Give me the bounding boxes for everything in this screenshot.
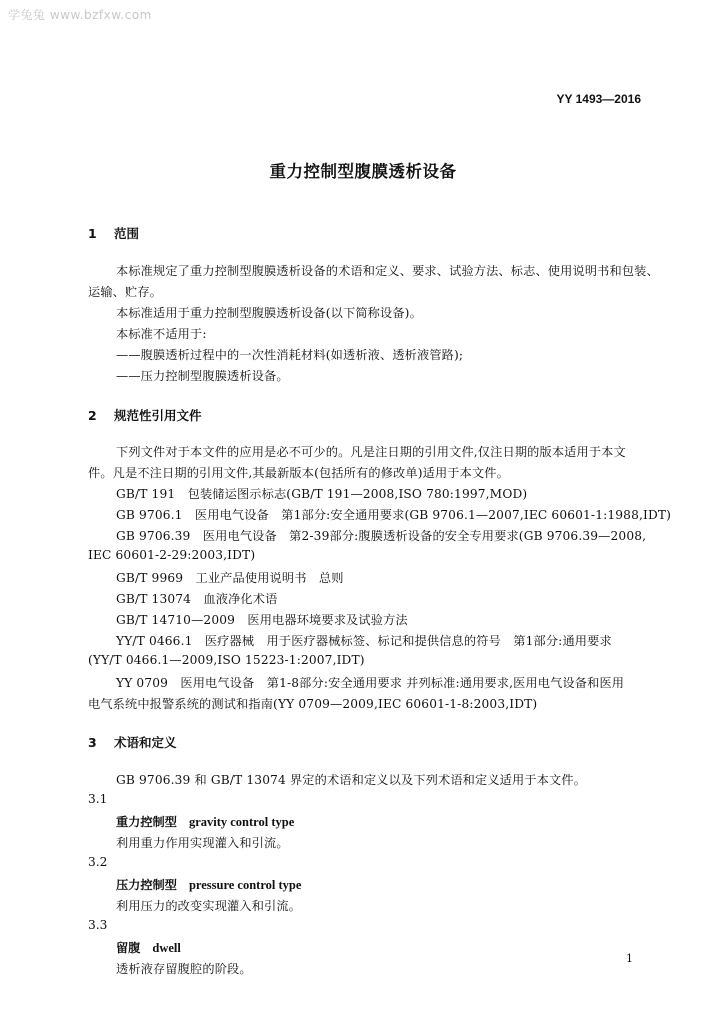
paragraph-line: 件。凡是不注日期的引用文件,其最新版本(包括所有的修改单)适用于本文件。: [88, 466, 509, 480]
page-number: 1: [626, 952, 633, 965]
section-title: 范围: [114, 226, 140, 241]
term-number: 3.1: [88, 792, 108, 806]
term-number: 3.2: [88, 855, 108, 869]
list-item: ——压力控制型腹膜透析设备。: [116, 369, 289, 383]
paragraph-line: GB 9706.39 和 GB/T 13074 界定的术语和定义以及下列术语和定义适用于本文件。: [116, 773, 587, 787]
paragraph-line: 本标准规定了重力控制型腹膜透析设备的术语和定义、要求、试验方法、标志、使用说明书和包装、: [116, 264, 659, 278]
term-definition: 利用重力作用实现灌入和引流。: [116, 836, 289, 850]
term-heading: [116, 939, 181, 956]
section-3-heading: [88, 733, 177, 751]
reference-item-cont: IEC 60601-2-29:2003,IDT): [88, 548, 256, 562]
watermark: 学兔兔 www.bzfxw.com: [8, 8, 152, 22]
term-en: dwell: [152, 941, 181, 955]
term-definition: 透析液存留腹腔的阶段。: [116, 962, 252, 976]
section-title: 规范性引用文件: [114, 408, 202, 423]
list-item: ——腹膜透析过程中的一次性消耗材料(如透析液、透析液管路);: [116, 348, 464, 362]
reference-item: GB/T 191 包装储运图示标志(GB/T 191—2008,ISO 780:1997,MOD): [116, 487, 528, 501]
reference-item: YY 0709 医用电气设备 第1-8部分:安全通用要求 并列标准:通用要求,医用电气设备和医用: [116, 676, 625, 690]
term-cn: 压力控制型: [116, 878, 177, 892]
paragraph-line: 本标准适用于重力控制型腹膜透析设备(以下简称设备)。: [116, 306, 422, 320]
reference-item: YY/T 0466.1 医疗器械 用于医疗器械标签、标记和提供信息的符号 第1部分:通用要求: [116, 634, 612, 648]
term-cn: 留腹: [116, 941, 141, 955]
section-1-heading: [88, 224, 139, 242]
section-number: 3: [88, 735, 97, 750]
section-2-heading: [88, 406, 202, 424]
paragraph-line: 运输、贮存。: [88, 285, 163, 299]
document-title: 重力控制型腹膜透析设备: [269, 162, 457, 181]
reference-item: GB 9706.1 医用电气设备 第1部分:安全通用要求(GB 9706.1—2007,IEC 60601-1:1988,IDT): [116, 508, 672, 522]
term-en: gravity control type: [188, 815, 295, 829]
section-title: 术语和定义: [114, 735, 177, 750]
term-heading: [116, 813, 294, 830]
reference-item: GB/T 13074 血液净化术语: [116, 592, 278, 606]
term-definition: 利用压力的改变实现灌入和引流。: [116, 899, 302, 913]
term-en: pressure control type: [188, 878, 302, 892]
reference-item-cont: (YY/T 0466.1—2009,ISO 15223-1:2007,IDT): [88, 653, 365, 667]
reference-item: GB 9706.39 医用电气设备 第2-39部分:腹膜透析设备的安全专用要求(GB 9706.39—2008,: [116, 529, 647, 543]
section-number: 2: [88, 408, 97, 423]
term-cn: 重力控制型: [116, 815, 177, 829]
paragraph-line: 本标准不适用于:: [116, 327, 207, 341]
reference-item: GB/T 14710—2009 医用电器环境要求及试验方法: [116, 613, 408, 627]
section-number: 1: [88, 226, 97, 241]
reference-item-cont: 电气系统中报警系统的测试和指南(YY 0709—2009,IEC 60601-1-8:2003,IDT): [88, 697, 538, 711]
term-number: 3.3: [88, 918, 108, 932]
paragraph-line: 下列文件对于本文件的应用是必不可少的。凡是注日期的引用文件,仅注日期的版本适用于本文: [116, 445, 626, 459]
reference-item: GB/T 9969 工业产品使用说明书 总则: [116, 571, 344, 585]
term-heading: [116, 876, 301, 893]
standard-number: YY 1493—2016: [556, 92, 641, 106]
